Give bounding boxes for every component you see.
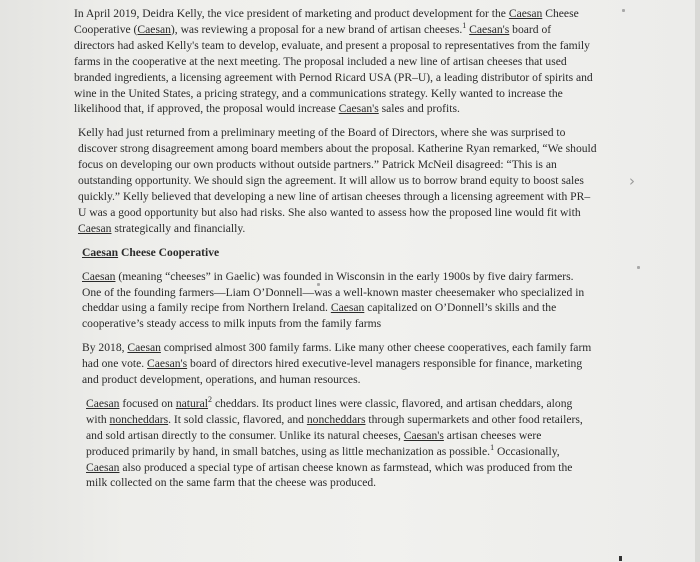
page-edge [695, 0, 700, 562]
scan-mark [619, 556, 622, 561]
underlined-term: noncheddars [109, 412, 169, 426]
footnote-marker: 2 [208, 395, 213, 405]
underlined-term: Caesan's [147, 357, 188, 371]
underlined-term: Caesan [508, 7, 543, 20]
paragraph-2018 [82, 340, 594, 388]
underlined-term: Caesan [127, 341, 161, 355]
text-run: strategically and financially. [111, 221, 246, 235]
text-run: Occasionally, [494, 444, 560, 458]
footnote-marker: 1 [490, 442, 495, 452]
heading-text: Cheese Cooperative [118, 245, 220, 259]
speck [317, 283, 320, 286]
speck [622, 9, 625, 12]
paragraph-intro [74, 6, 594, 117]
chevron-right-icon[interactable]: › [629, 172, 635, 190]
underlined-term: Caesan [137, 22, 171, 36]
text-run: By 2018, [82, 341, 128, 355]
text-run: board of directors had asked Kelly's team to develop, evaluate, and present a proposal to representatives from the family farms in the cooperative at the next meeting. The proposal included a new line of artisan cheeses that used branded ingredients, a licensing agreement with Pernod Ricard USA (PR–U), a leading distributor of spirits and wine in the United States, a pricing strategy, and a communications strategy. Kelly wanted to increase the likelihood that, if approved, the proposal would increase [74, 22, 593, 116]
underlined-term: natural [175, 396, 209, 410]
underlined-term: Caesan [78, 221, 112, 235]
text-run: Cheese Cooperative ( [74, 7, 579, 36]
paragraph-board-meeting [78, 125, 598, 236]
text-run: also produced a special type of artisan cheese known as farmstead, which was produced from the milk collected on the same farm that the cheese was produced. [86, 460, 573, 490]
text-run: comprised almost 300 family farms. Like many other cheese cooperatives, each family farm had one vote. [82, 341, 592, 371]
text-run: Kelly had just returned from a preliminary meeting of the Board of Directors, where she was surprised to discover strong disagreement among board members about the proposal. Katherine Ryan remarked, “We should focus on developing our own products without outside partners.” Patrick McNeil disagreed: “This is an outstanding opportunity. We should sign the agreement. It will allow us to borrow brand equity to boost sales quickly.” Kelly believed that developing a new line of artisan cheeses through a licensing agreement with PR–U was a good opportunity but also had risks. She also wanted to assess how the proposed line would fit with [78, 126, 597, 219]
document-text [74, 6, 597, 499]
speck [637, 266, 640, 269]
text-run: cheddars. Its product lines were classic, flavored, and artisan cheddars, along with [86, 396, 573, 426]
text-run: In April 2019, Deidra Kelly, the vice president of marketing and product development for the [74, 7, 506, 20]
text-run: capitalized on O’Donnell’s skills and the cooperative’s steady access to milk inputs from the family farms [82, 301, 557, 331]
underlined-term: Caesan [82, 269, 116, 283]
paragraph-products [86, 396, 586, 491]
text-run: ), was reviewing a proposal for a new brand of artisan cheeses. [170, 22, 463, 36]
underlined-term: Caesan's [469, 22, 510, 36]
underlined-term: Caesan [330, 301, 365, 315]
section-heading [82, 245, 594, 261]
underlined-term: Caesan's [338, 102, 379, 116]
paragraph-history [82, 269, 594, 333]
text-run: . It sold classic, flavored, and [168, 412, 307, 426]
text-run: artisan cheeses were produced primarily by hand, in small batches, using as little mechanization as possible. [86, 428, 542, 458]
text-run: board of directors hired executive-level managers responsible for finance, marketing and product development, operations, and human resources. [82, 357, 583, 387]
underlined-term: noncheddars [306, 412, 366, 426]
underlined-term: Caesan [86, 396, 120, 410]
underlined-term: Caesan's [403, 428, 444, 442]
text-run: sales and profits. [378, 102, 460, 116]
text-run: through supermarkets and other food retailers, and sold artisan directly to the consumer. Unlike its natural cheeses, [86, 412, 583, 442]
underlined-term: Caesan [86, 460, 120, 474]
footnote-marker: 1 [462, 21, 467, 31]
text-run: (meaning “cheeses” in Gaelic) was founded in Wisconsin in the early 1900s by five dairy farmers. One of the founding farmers—Liam O’Donnell—was a well-known master cheesemaker who specialized in cheddar using a family recipe from Northern Ireland. [82, 269, 585, 315]
underlined-term: Caesan [82, 245, 119, 259]
text-run: focused on [119, 396, 176, 410]
